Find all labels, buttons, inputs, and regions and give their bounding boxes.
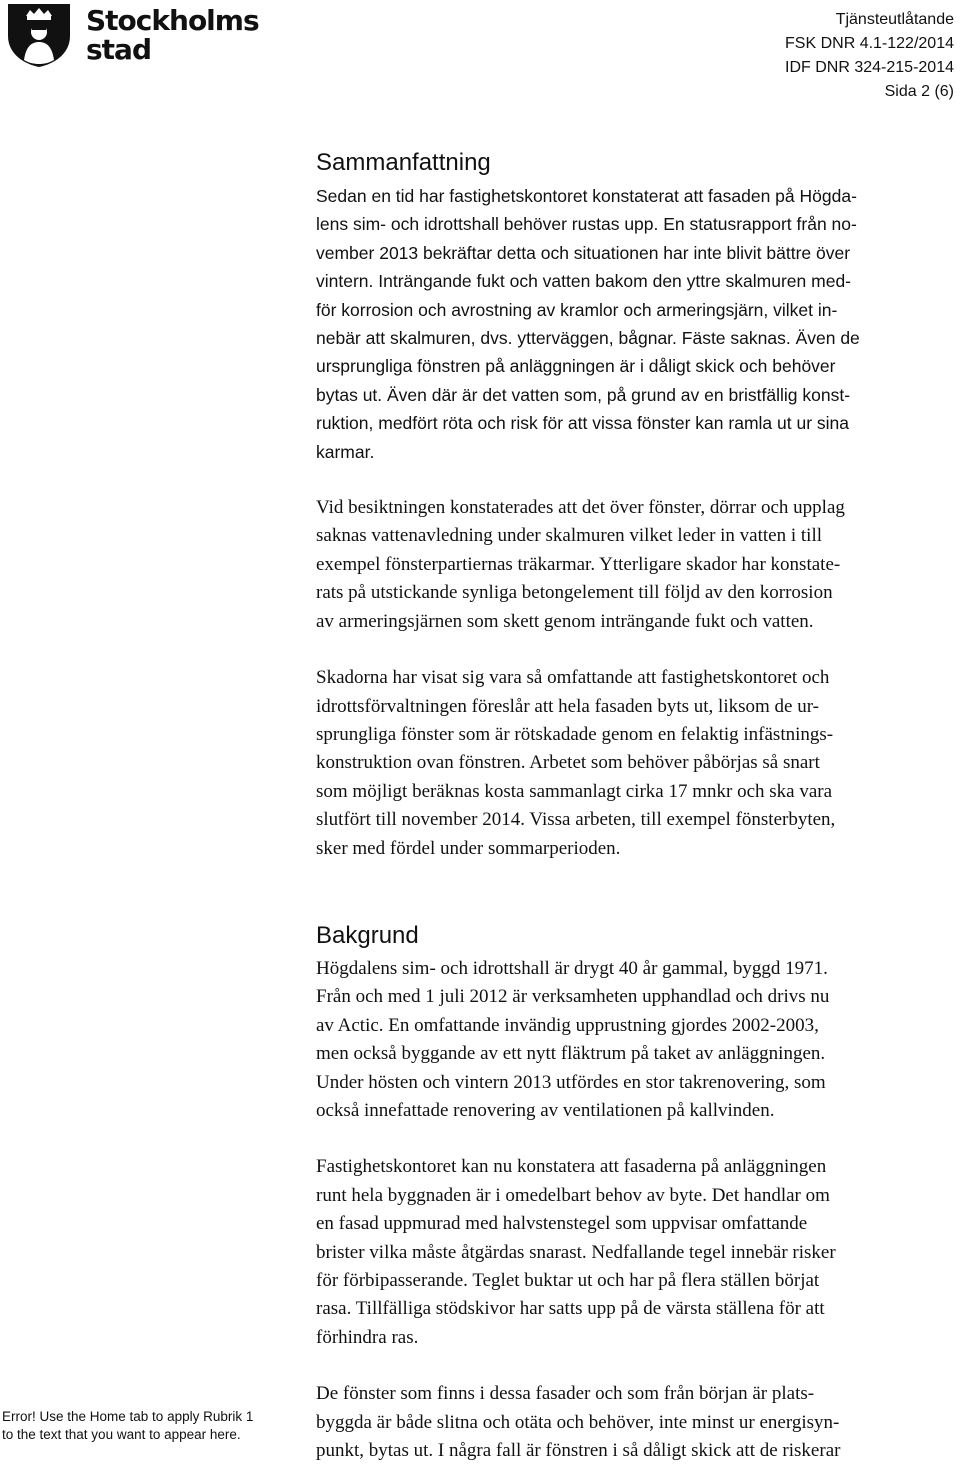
summary-paragraph-3: Skadorna har visat sig vara så omfattande att fastighetskontoret och idrottsförvaltningen föreslår att hela fasaden byts ut, liksom de ur- sprungliga fönster som är rötskadade genom en felaktig infästnings- konstruktion ovan fönstren. Arbetet som behöver påbörjas så snart som möjligt beräknas kosta sammanlagt cirka 17 mnkr och ska vara slutfört till november 2014. Vissa arbeten, till exempel fönsterbyten, sker med fördel under sommarperioden. [316,667,836,859]
stockholms-stad-logo [6,2,259,72]
section-heading-summary: Sammanfattning [316,149,491,176]
city-crest-icon [6,2,72,68]
section-heading-background: Bakgrund [316,921,419,949]
logo-wordmark-line2: stad [86,33,151,66]
document-header-meta [785,8,954,104]
logo-wordmark [86,6,259,64]
summary-paragraph-1: Sedan en tid har fastighetskontoret konstaterat att fasaden på Högda- lens sim- och idrottshall behöver rustas upp. En statusrapport från no- vember 2013 bekräftar detta och situationen har inte blivit bättre över vintern. Inträngande fukt och vatten bakom den yttre skalmuren med- för korrosion och avrostning av kramlor och armeringsjärn, vilket in- nebär att skalmuren, dvs. ytterväggen, bågnar. Fäste saknas. Även de ursprungliga fönstren på anläggningen är i dåligt skick och behöver bytas ut. Även där är det vatten som, på grund av en bristfällig konst- ruktion, medfört röta och risk för att vissa fönster kan ramla ut ur sina karmar. [316,186,860,462]
document-classification: Tjänsteutlåtande [835,11,954,28]
idf-dnr: IDF DNR 324-215-2014 [785,59,954,76]
page-number: Sida 2 (6) [884,83,954,100]
logo-wordmark-line1: Stockholms [86,4,259,37]
field-error-note: Error! Use the Home tab to apply Rubrik 1 to the text that you want to appear here. [2,1409,254,1442]
background-paragraph-1: Högdalens sim- och idrottshall är drygt 40 år gammal, byggd 1971. Från och med 1 juli 2012 är verksamheten upphandlad och drivs nu av Actic. En omfattande invändig upprustning gjordes 2002-2003, men också byggande av ett nytt fläktrum på taket av anläggningen. Under hösten och vintern 2013 utfördes en stor takrenovering, som också innefattade renovering av ventilationen på kallvinden. [316,957,830,1121]
background-paragraph-3: De fönster som finns i dessa fasader och som från början är plats- byggda är både slitna och otäta och behöver, inte minst ur energisyn- punkt, bytas ut. I några fall är fönstren i så dåligt skick att de riskerar [316,1383,841,1462]
fsk-dnr: FSK DNR 4.1-122/2014 [785,35,954,52]
document-body [316,148,956,1465]
summary-paragraph-2: Vid besiktningen konstaterades att det över fönster, dörrar och upplag saknas vattenavledning under skalmuren vilket leder in vatten i till exempel fönsterpartiernas träkarmar. Ytterligare skador har konstate- rats på utstickande synliga betongelement till följd av den korrosion av armeringsjärnen som skett genom inträngande fukt och vatten. [316,497,845,632]
background-paragraph-2: Fastighetskontoret kan nu konstatera att fasaderna på anläggningen runt hela byggnaden är i omedelbart behov av byte. Det handlar om en fasad uppmurad med halvstenstegel som uppvisar omfattande brister vilka måste åtgärdas snarast. Nedfallande tegel innebär risker för förbipasserande. Teglet buktar ut och har på flera ställen börjat rasa. Tillfälliga stödskivor har satts upp på de värsta ställena för att förhindra ras. [316,1156,836,1348]
